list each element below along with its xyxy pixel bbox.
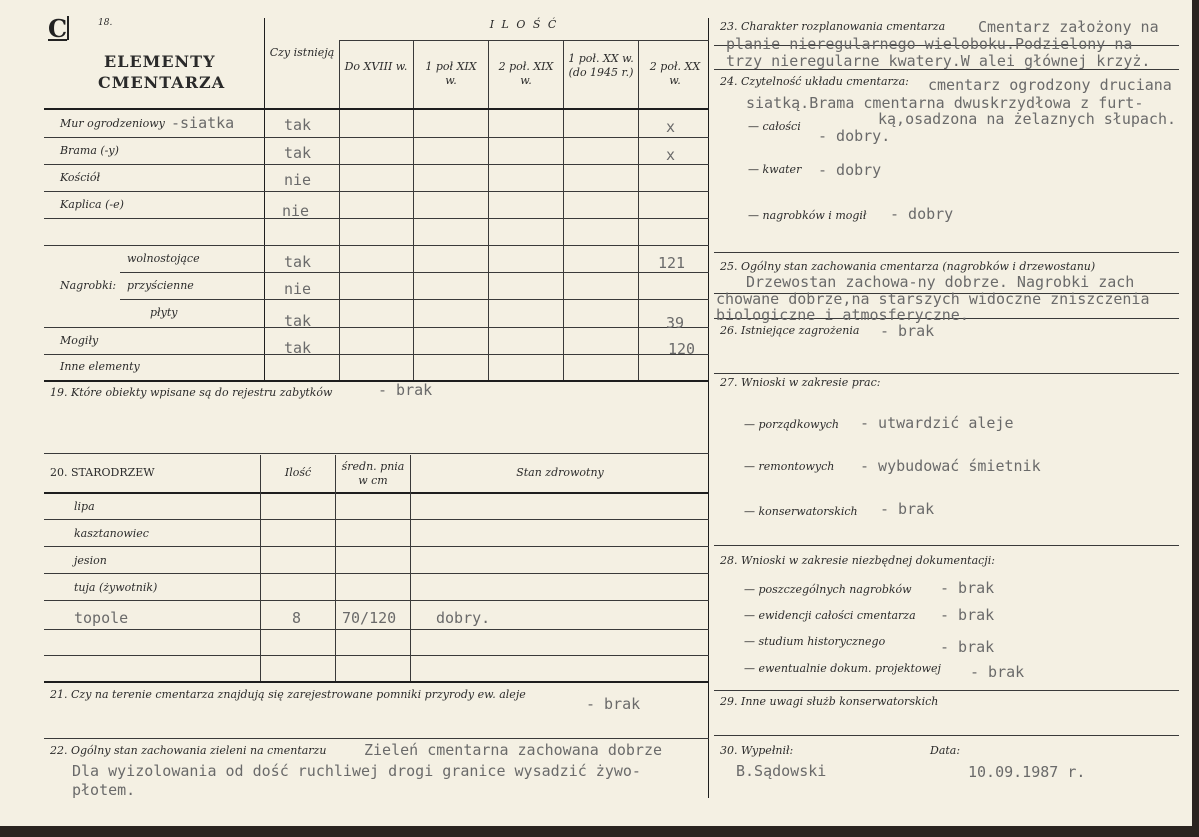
- item-value: - dobry.: [818, 127, 891, 145]
- divider: [714, 252, 1179, 253]
- col-header-ilosc: I L O Ś Ć: [489, 18, 559, 31]
- mark-value: 120: [668, 340, 696, 358]
- row-label: Brama (-y): [60, 144, 119, 157]
- section26-label: 26. Istniejące zagrożenia: [720, 324, 860, 337]
- section24-label: 24. Czytelność układu cmentarza:: [720, 75, 909, 88]
- corner-mark: [67, 16, 69, 40]
- section22-value: płotem.: [72, 781, 136, 799]
- item-label: — studium historycznego: [744, 635, 886, 648]
- divider: [264, 18, 265, 380]
- col-header-ilosc: Ilość: [284, 466, 312, 479]
- section25-label: 25. Ogólny stan zachowania cmentarza (nagrobków i drzewostanu): [720, 260, 1096, 273]
- section20-title: 20. STARODRZEW: [50, 466, 155, 479]
- exists-value: tak: [284, 116, 312, 134]
- section26-value: - brak: [880, 322, 935, 340]
- item-value: - dobry: [890, 205, 954, 223]
- row-label: Kościół: [60, 171, 101, 184]
- section23-label: 23. Charakter rozplanowania cmentarza: [720, 20, 946, 33]
- section22-value: Zieleń cmentarna zachowana dobrze: [364, 741, 663, 759]
- divider: [44, 738, 709, 739]
- divider: [563, 40, 564, 380]
- item-value: - brak: [970, 663, 1025, 681]
- mark-value: 121: [658, 254, 686, 272]
- tree-name: topole: [74, 609, 129, 627]
- exists-value: tak: [284, 144, 312, 162]
- section22-value: Dla wyizolowania od dość ruchliwej drogi granice wysadzić żywo-: [72, 762, 641, 780]
- row-label: Inne elementy: [60, 360, 140, 373]
- col-header-exists: Czy istnieją: [269, 46, 335, 59]
- item-value: - wybudować śmietnik: [860, 457, 1041, 475]
- divider: [44, 164, 709, 165]
- divider: [44, 655, 709, 656]
- mark-value: x: [666, 118, 676, 136]
- divider: [44, 218, 709, 219]
- section23-value: trzy nieregularne kwatery.W alei głównej krzyż.: [726, 52, 1151, 70]
- col-header-diameter: średn. pnia w cm: [341, 460, 405, 487]
- date-label: Data:: [930, 744, 961, 757]
- divider: [638, 40, 639, 380]
- corner-letter: C: [48, 14, 68, 43]
- section25-value: biologiczne i atmosferyczne.: [716, 306, 969, 324]
- exists-value: tak: [284, 312, 312, 330]
- section23-value: planie nieregularnego wieloboku.Podzielony na: [726, 35, 1133, 53]
- exists-value: nie: [284, 171, 312, 189]
- section23-value: Cmentarz założony na: [978, 18, 1159, 36]
- row-label: wolnostojące: [127, 252, 200, 265]
- card-edge: [1192, 0, 1199, 837]
- divider: [44, 681, 709, 683]
- divider: [120, 299, 709, 300]
- section-number: 18.: [98, 18, 113, 28]
- divider: [44, 573, 709, 574]
- tree-diameter: 70/120: [342, 609, 397, 627]
- divider: [44, 108, 709, 110]
- section19-label: 19. Które obiekty wpisane są do rejestru zabytków: [50, 386, 333, 399]
- section30-label: 30. Wypełnił:: [720, 744, 794, 757]
- divider: [339, 40, 340, 380]
- divider: [44, 629, 709, 630]
- mark-value: x: [666, 146, 676, 164]
- col-header-period: 1 poł. XX w. (do 1945 r.): [568, 52, 634, 79]
- row-label: płyty: [150, 306, 178, 319]
- filled-by-value: B.Sądowski: [736, 762, 827, 780]
- section25-value: Drzewostan zachowa-ny dobrze. Nagrobki zach: [746, 273, 1135, 291]
- divider: [714, 373, 1179, 374]
- divider: [44, 354, 709, 355]
- section27-label: 27. Wnioski w zakresie prac:: [720, 376, 881, 389]
- divider: [339, 40, 709, 41]
- col-header-period: 2 poł. XX w.: [649, 60, 701, 87]
- section24-value: siatką.Brama cmentarna dwuskrzydłowa z furt-: [746, 94, 1144, 112]
- tree-state: dobry.: [436, 609, 491, 627]
- divider: [714, 545, 1179, 546]
- section21-label: 21. Czy na terenie cmentarza znajdują się zarejestrowane pomniki przyrody ew. aleje: [50, 688, 526, 701]
- item-label: — kwater: [748, 163, 802, 176]
- divider: [44, 600, 709, 601]
- section22-label: 22. Ogólny stan zachowania zieleni na cmentarzu: [50, 744, 327, 757]
- card-edge: [0, 826, 1199, 837]
- divider: [410, 455, 411, 681]
- item-value: - brak: [880, 500, 935, 518]
- divider: [44, 245, 709, 246]
- col-header-period: Do XVIII w.: [344, 60, 408, 73]
- col-header-period: 2 poł. XIX w.: [498, 60, 554, 87]
- nagrobki-label: Nagrobki:: [60, 279, 117, 292]
- divider: [44, 519, 709, 520]
- section29-label: 29. Inne uwagi służb konserwatorskich: [720, 695, 939, 708]
- divider: [488, 40, 489, 380]
- item-value: - brak: [940, 606, 995, 624]
- divider: [44, 453, 709, 454]
- typed-value: -siatka: [171, 114, 235, 132]
- divider: [44, 492, 709, 494]
- item-label: — remontowych: [744, 460, 835, 473]
- item-label: — porządkowych: [744, 418, 839, 431]
- section-title: ELEMENTY: [104, 52, 216, 71]
- section-title: CMENTARZA: [98, 73, 226, 92]
- row-label: Mur ogrodzeniowy: [60, 117, 165, 130]
- item-label: — ewentualnie dokum. projektowej: [744, 662, 941, 675]
- col-header-state: Stan zdrowotny: [516, 466, 604, 479]
- tree-name: jesion: [74, 554, 107, 567]
- item-label: — nagrobków i mogił: [748, 209, 867, 222]
- section28-label: 28. Wnioski w zakresie niezbędnej dokumentacji:: [720, 554, 995, 567]
- item-value: - brak: [940, 638, 995, 656]
- section19-value: - brak: [378, 381, 433, 399]
- tree-name: lipa: [74, 500, 95, 513]
- col-header-period: 1 poł XIX w.: [425, 60, 477, 87]
- item-value: - dobry: [818, 161, 882, 179]
- section21-value: - brak: [586, 695, 641, 713]
- date-value: 10.09.1987 r.: [968, 763, 1086, 781]
- row-label: przyścienne: [127, 279, 194, 292]
- divider: [120, 272, 709, 273]
- mark-value: 39: [666, 314, 685, 332]
- row-label: Kaplica (-e): [60, 198, 124, 211]
- divider: [44, 546, 709, 547]
- item-label: — konserwatorskich: [744, 505, 858, 518]
- divider: [44, 137, 709, 138]
- exists-value: tak: [284, 253, 312, 271]
- item-value: - utwardzić aleje: [860, 414, 1014, 432]
- tree-name: kasztanowiec: [74, 527, 149, 540]
- exists-value: tak: [284, 339, 312, 357]
- item-label: — poszczególnych nagrobków: [744, 583, 912, 596]
- row-label: Mogiły: [60, 334, 99, 347]
- item-value: - brak: [940, 579, 995, 597]
- divider: [335, 455, 336, 681]
- divider: [714, 735, 1179, 736]
- section24-value: cmentarz ogrodzony druciana: [928, 76, 1172, 94]
- divider: [413, 40, 414, 380]
- tree-name: tuja (żywotnik): [74, 581, 158, 594]
- divider: [714, 690, 1179, 691]
- item-label: — całości: [748, 120, 801, 133]
- section24-value: ką,osadzona na żelaznych słupach.: [878, 110, 1177, 128]
- divider: [44, 191, 709, 192]
- divider: [44, 380, 709, 382]
- divider: [44, 327, 709, 328]
- item-label: — ewidencji całości cmentarza: [744, 609, 916, 622]
- exists-value: nie: [282, 202, 310, 220]
- section25-value: chowane dobrze,na starszych widoczne zniszczenia: [716, 290, 1150, 308]
- divider: [260, 455, 261, 681]
- exists-value: nie: [284, 280, 312, 298]
- tree-count: 8: [292, 609, 302, 627]
